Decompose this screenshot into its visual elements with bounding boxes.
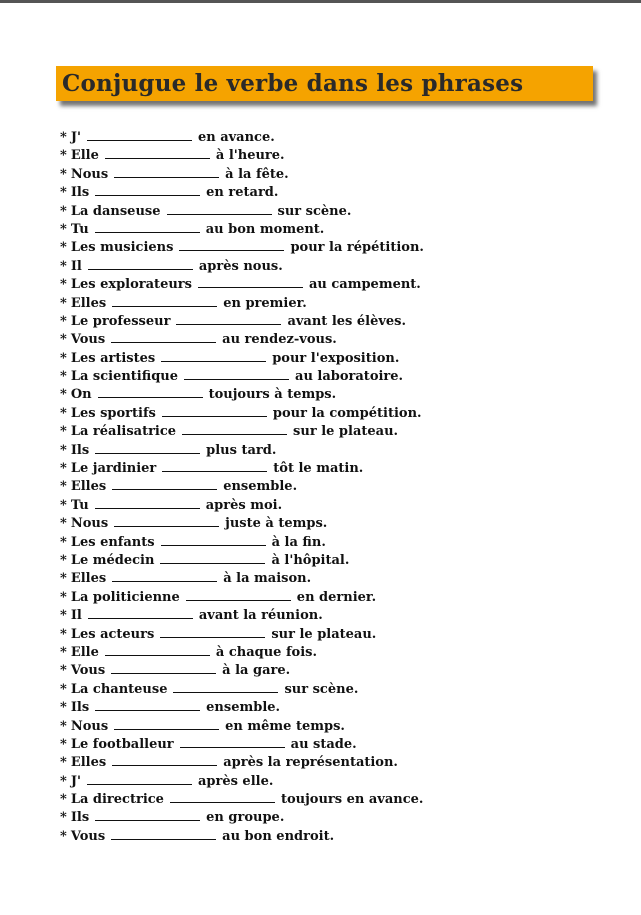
exercise-item xyxy=(60,368,424,386)
exercise-rest: sur le plateau. xyxy=(271,626,377,642)
exercise-subject: La scientifique xyxy=(70,369,179,385)
exercise-subject: Nous xyxy=(70,718,109,734)
answer-blank[interactable] xyxy=(95,497,200,509)
exercise-rest: en premier. xyxy=(223,295,307,311)
answer-blank[interactable] xyxy=(111,662,216,674)
exercise-item xyxy=(60,662,424,680)
exercise-rest: juste à temps. xyxy=(225,516,328,532)
answer-blank[interactable] xyxy=(186,589,291,601)
bullet-asterisk: * xyxy=(60,185,67,201)
exercise-subject: La politicienne xyxy=(70,589,180,605)
exercise-item xyxy=(60,405,424,423)
exercise-subject: Le professeur xyxy=(70,313,171,329)
exercise-item xyxy=(60,460,424,478)
exercise-rest: toujours en avance. xyxy=(280,792,424,808)
answer-blank[interactable] xyxy=(182,423,287,435)
bullet-asterisk: * xyxy=(60,221,67,237)
exercise-item xyxy=(60,184,424,202)
exercise-item xyxy=(60,423,424,441)
bullet-asterisk: * xyxy=(60,424,67,440)
answer-blank[interactable] xyxy=(112,478,217,490)
answer-blank[interactable] xyxy=(95,809,200,821)
exercise-item xyxy=(60,552,424,570)
exercise-item xyxy=(60,276,424,294)
exercise-rest: au campement. xyxy=(308,277,421,293)
exercise-rest: après moi. xyxy=(205,497,283,513)
bullet-asterisk: * xyxy=(60,828,67,844)
answer-blank[interactable] xyxy=(112,754,217,766)
bullet-asterisk: * xyxy=(60,552,67,568)
answer-blank[interactable] xyxy=(198,276,303,288)
answer-blank[interactable] xyxy=(95,442,200,454)
exercise-item xyxy=(60,718,424,736)
exercise-item xyxy=(60,478,424,496)
exercise-subject: La danseuse xyxy=(70,203,161,219)
exercise-subject: Les artistes xyxy=(70,350,156,366)
answer-blank[interactable] xyxy=(112,295,217,307)
exercise-subject: Elles xyxy=(70,295,107,311)
exercise-subject: Les enfants xyxy=(70,534,155,550)
bullet-asterisk: * xyxy=(60,626,67,642)
top-border-rule xyxy=(0,0,641,3)
answer-blank[interactable] xyxy=(184,368,289,380)
worksheet-title: Conjugue le verbe dans les phrases xyxy=(62,70,524,97)
bullet-asterisk: * xyxy=(60,277,67,293)
exercise-rest: au laboratoire. xyxy=(295,369,404,385)
exercise-rest: sur le plateau. xyxy=(293,424,399,440)
exercise-item xyxy=(60,809,424,827)
exercise-subject: Elles xyxy=(70,571,107,587)
exercise-rest: après elle. xyxy=(197,773,274,789)
bullet-asterisk: * xyxy=(60,681,67,697)
answer-blank[interactable] xyxy=(105,147,210,159)
exercise-rest: à la maison. xyxy=(223,571,312,587)
exercise-subject: Les sportifs xyxy=(70,405,156,421)
exercise-item xyxy=(60,442,424,460)
bullet-asterisk: * xyxy=(60,240,67,256)
bullet-asterisk: * xyxy=(60,810,67,826)
exercise-item xyxy=(60,221,424,239)
exercise-subject: Vous xyxy=(70,663,106,679)
exercise-subject: Tu xyxy=(70,221,89,237)
answer-blank[interactable] xyxy=(179,239,284,251)
exercise-subject: Les acteurs xyxy=(70,626,155,642)
bullet-asterisk: * xyxy=(60,773,67,789)
bullet-asterisk: * xyxy=(60,442,67,458)
exercise-subject: Vous xyxy=(70,828,106,844)
answer-blank[interactable] xyxy=(161,534,266,546)
exercise-item xyxy=(60,626,424,644)
exercise-item xyxy=(60,515,424,533)
exercise-rest: pour l'exposition. xyxy=(272,350,400,366)
answer-blank[interactable] xyxy=(160,626,265,638)
answer-blank[interactable] xyxy=(88,607,193,619)
bullet-asterisk: * xyxy=(60,387,67,403)
answer-blank[interactable] xyxy=(173,681,278,693)
answer-blank[interactable] xyxy=(167,203,272,215)
bullet-asterisk: * xyxy=(60,130,67,145)
exercise-rest: avant les élèves. xyxy=(287,313,407,329)
exercise-item xyxy=(60,313,424,331)
exercise-item xyxy=(60,350,424,368)
answer-blank[interactable] xyxy=(160,552,265,564)
exercise-subject: Ils xyxy=(70,700,90,716)
answer-blank[interactable] xyxy=(98,386,203,398)
answer-blank[interactable] xyxy=(87,773,192,785)
answer-blank[interactable] xyxy=(112,570,217,582)
answer-blank[interactable] xyxy=(111,828,216,840)
exercise-item xyxy=(60,644,424,662)
exercise-item xyxy=(60,681,424,699)
exercise-rest: à l'heure. xyxy=(215,148,285,164)
exercise-rest: pour la compétition. xyxy=(272,405,422,421)
answer-blank[interactable] xyxy=(95,221,200,233)
answer-blank[interactable] xyxy=(114,166,219,178)
exercise-item xyxy=(60,828,424,846)
exercise-subject: La chanteuse xyxy=(70,681,168,697)
exercise-rest: à la gare. xyxy=(222,663,291,679)
exercise-item xyxy=(60,295,424,313)
answer-blank[interactable] xyxy=(95,699,200,711)
bullet-asterisk: * xyxy=(60,663,67,679)
answer-blank[interactable] xyxy=(176,313,281,325)
bullet-asterisk: * xyxy=(60,295,67,311)
exercise-subject: Le jardinier xyxy=(70,461,157,477)
exercise-item xyxy=(60,239,424,257)
exercise-rest: toujours à temps. xyxy=(208,387,337,403)
exercise-item xyxy=(60,607,424,625)
exercise-rest: après nous. xyxy=(198,258,283,274)
exercise-subject: Vous xyxy=(70,332,106,348)
bullet-asterisk: * xyxy=(60,258,67,274)
bullet-asterisk: * xyxy=(60,497,67,513)
answer-blank[interactable] xyxy=(161,350,266,362)
answer-blank[interactable] xyxy=(162,460,267,472)
bullet-asterisk: * xyxy=(60,534,67,550)
exercise-subject: Nous xyxy=(70,166,109,182)
bullet-asterisk: * xyxy=(60,792,67,808)
bullet-asterisk: * xyxy=(60,203,67,219)
bullet-asterisk: * xyxy=(60,571,67,587)
exercise-subject: Ils xyxy=(70,185,90,201)
exercise-rest: à l'hôpital. xyxy=(271,552,350,568)
exercise-subject: La directrice xyxy=(70,792,164,808)
exercise-rest: avant la réunion. xyxy=(198,608,323,624)
exercise-item xyxy=(60,147,424,165)
exercise-subject: Elle xyxy=(70,148,99,164)
exercise-rest: en même temps. xyxy=(225,718,345,734)
exercise-rest: au stade. xyxy=(290,736,357,752)
exercise-item xyxy=(60,589,424,607)
exercise-item xyxy=(60,791,424,809)
exercise-subject: Ils xyxy=(70,810,90,826)
exercise-subject: J' xyxy=(70,130,81,145)
exercise-item xyxy=(60,570,424,588)
bullet-asterisk: * xyxy=(60,700,67,716)
exercise-rest: tôt le matin. xyxy=(273,461,364,477)
bullet-asterisk: * xyxy=(60,736,67,752)
exercise-rest: en groupe. xyxy=(206,810,285,826)
exercise-item xyxy=(60,534,424,552)
bullet-asterisk: * xyxy=(60,718,67,734)
exercise-subject: Tu xyxy=(70,497,89,513)
exercise-subject: Il xyxy=(70,258,82,274)
answer-blank[interactable] xyxy=(114,515,219,527)
exercise-item xyxy=(60,497,424,515)
exercise-rest: après la représentation. xyxy=(223,755,398,771)
answer-blank[interactable] xyxy=(180,736,285,748)
exercise-subject: Nous xyxy=(70,516,109,532)
exercise-rest: ensemble. xyxy=(206,700,281,716)
exercise-item xyxy=(60,166,424,184)
exercise-subject: Ils xyxy=(70,442,90,458)
exercise-item xyxy=(60,258,424,276)
bullet-asterisk: * xyxy=(60,461,67,477)
exercise-item xyxy=(60,386,424,404)
answer-blank[interactable] xyxy=(170,791,275,803)
exercise-rest: pour la répétition. xyxy=(290,240,424,256)
exercise-subject: Le footballeur xyxy=(70,736,174,752)
exercise-subject: Elles xyxy=(70,755,107,771)
bullet-asterisk: * xyxy=(60,479,67,495)
exercise-item xyxy=(60,754,424,772)
bullet-asterisk: * xyxy=(60,313,67,329)
answer-blank[interactable] xyxy=(105,644,210,656)
answer-blank[interactable] xyxy=(162,405,267,417)
exercise-subject: Les explorateurs xyxy=(70,277,192,293)
exercise-rest: sur scène. xyxy=(277,203,352,219)
exercise-rest: au bon endroit. xyxy=(222,828,335,844)
answer-blank[interactable] xyxy=(88,258,193,270)
exercise-item xyxy=(60,129,424,147)
exercise-rest: au bon moment. xyxy=(205,221,325,237)
exercise-subject: J' xyxy=(70,773,81,789)
exercise-subject: On xyxy=(70,387,92,403)
exercise-subject: Il xyxy=(70,608,82,624)
exercise-item xyxy=(60,773,424,791)
title-banner xyxy=(56,66,593,101)
exercise-item xyxy=(60,736,424,754)
exercise-subject: Elles xyxy=(70,479,107,495)
exercise-item xyxy=(60,699,424,717)
bullet-asterisk: * xyxy=(60,516,67,532)
exercise-rest: à chaque fois. xyxy=(215,644,317,660)
bullet-asterisk: * xyxy=(60,148,67,164)
exercise-subject: La réalisatrice xyxy=(70,424,177,440)
exercise-item xyxy=(60,331,424,349)
exercise-rest: au rendez-vous. xyxy=(222,332,337,348)
bullet-asterisk: * xyxy=(60,369,67,385)
bullet-asterisk: * xyxy=(60,644,67,660)
answer-blank[interactable] xyxy=(95,184,200,196)
exercise-rest: à la fête. xyxy=(225,166,289,182)
bullet-asterisk: * xyxy=(60,755,67,771)
exercise-subject: Elle xyxy=(70,644,99,660)
bullet-asterisk: * xyxy=(60,166,67,182)
exercise-rest: ensemble. xyxy=(223,479,298,495)
exercise-rest: en avance. xyxy=(197,130,275,145)
bullet-asterisk: * xyxy=(60,350,67,366)
exercise-list xyxy=(60,129,424,846)
exercise-rest: en dernier. xyxy=(296,589,377,605)
exercise-rest: en retard. xyxy=(206,185,279,201)
answer-blank[interactable] xyxy=(87,129,192,141)
answer-blank[interactable] xyxy=(114,718,219,730)
answer-blank[interactable] xyxy=(111,331,216,343)
bullet-asterisk: * xyxy=(60,405,67,421)
exercise-subject: Le médecin xyxy=(70,552,155,568)
bullet-asterisk: * xyxy=(60,608,67,624)
bullet-asterisk: * xyxy=(60,589,67,605)
bullet-asterisk: * xyxy=(60,332,67,348)
exercise-rest: à la fin. xyxy=(271,534,326,550)
exercise-rest: sur scène. xyxy=(284,681,359,697)
exercise-subject: Les musiciens xyxy=(70,240,174,256)
exercise-rest: plus tard. xyxy=(206,442,277,458)
exercise-item xyxy=(60,203,424,221)
